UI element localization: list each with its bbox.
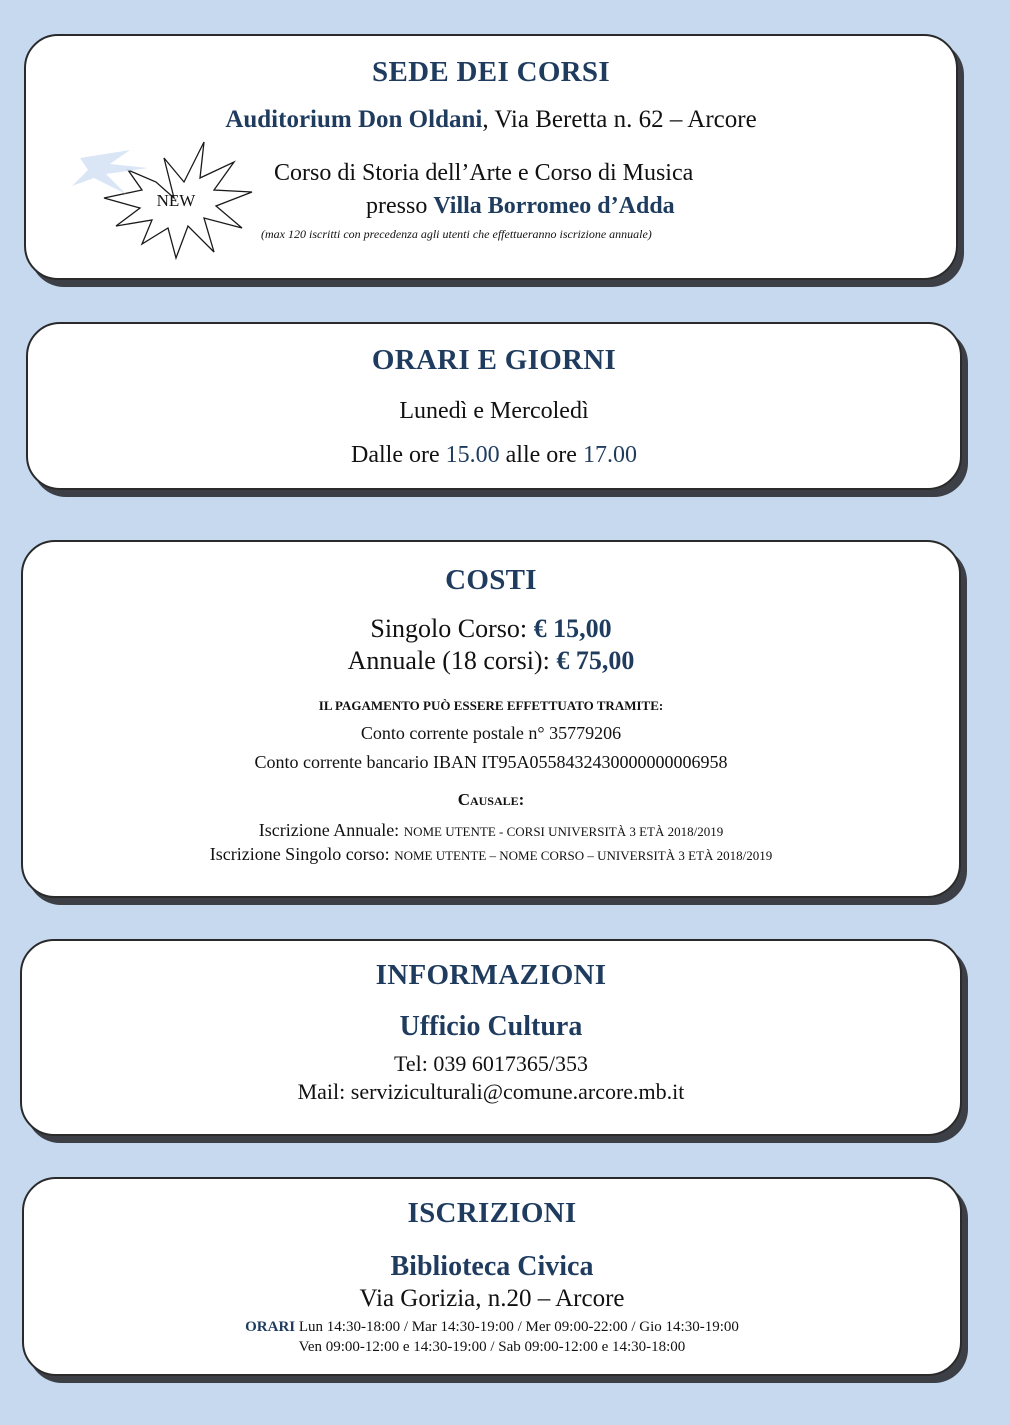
sede-presso-prefix: presso [366, 193, 434, 219]
info-title: INFORMAZIONI [375, 959, 607, 991]
costi-annual-label: Annuale (18 corsi): [347, 646, 557, 675]
costi-single-causale-value: NOME UTENTE – NOME CORSO – UNIVERSITÀ 3 ETÀ 2018/2019 [394, 848, 773, 863]
costi-single-label: Singolo Corso: [370, 614, 534, 643]
iscr-hours-line1 [24, 1319, 960, 1336]
info-mail: Mail: serviziculturali@comune.arcore.mb.it [297, 1079, 685, 1104]
costi-postal: Conto corrente postale n° 35779206 [360, 723, 622, 743]
orari-days: Lunedì e Mercoledì [399, 398, 589, 424]
costi-payment-heading: IL PAGAMENTO PUÒ ESSERE EFFETTUATO TRAMITE: [318, 698, 664, 713]
costi-section [21, 540, 961, 898]
costi-causale-label: Causale: [457, 790, 525, 809]
costi-annual-causale-value: NOME UTENTE - CORSI UNIVERSITÀ 3 ETÀ 2018/2019 [403, 824, 724, 839]
informazioni-section [20, 939, 962, 1136]
info-office: Ufficio Cultura [399, 1011, 583, 1042]
orari-time-middle: alle ore [499, 442, 583, 468]
sede-presso-venue: Villa Borromeo d’Adda [433, 193, 675, 219]
sede-venue-name: Auditorium Don Oldani [225, 106, 483, 133]
iscr-title: ISCRIZIONI [407, 1197, 577, 1229]
sede-presso-line [366, 193, 675, 220]
costi-bank: Conto corrente bancario IBAN IT95A0558432430000000006958 [254, 752, 728, 772]
iscr-hours-line2: Ven 09:00-12:00 e 14:30-19:00 / Sab 09:00-12:00 e 14:30-18:00 [298, 1339, 686, 1355]
costi-annual-price: € 75,00 [556, 646, 635, 675]
costi-title: COSTI [445, 564, 537, 596]
iscr-address: Via Gorizia, n.20 – Arcore [359, 1285, 625, 1312]
iscrizioni-section [22, 1177, 962, 1376]
costi-single-price: € 15,00 [533, 614, 612, 643]
sede-venue-address: , Via Beretta n. 62 – Arcore [482, 106, 757, 133]
iscr-hours-label: ORARI [245, 1319, 296, 1335]
info-tel: Tel: 039 6017365/353 [393, 1051, 588, 1076]
costi-single-causale [23, 844, 959, 865]
costi-single-causale-label: Iscrizione Singolo corso: [209, 844, 395, 864]
orari-time-line [28, 442, 960, 469]
iscr-place: Biblioteca Civica [390, 1251, 594, 1282]
new-badge-label: NEW [156, 191, 196, 210]
costi-single-line [23, 614, 959, 644]
sede-venue-line [26, 106, 956, 134]
sede-note: (max 120 iscritti con precedenza agli utenti che effettueranno iscrizione annuale) [261, 227, 652, 241]
orari-title: ORARI E GIORNI [371, 344, 617, 376]
costi-annual-causale-label: Iscrizione Annuale: [258, 820, 404, 840]
orari-section [26, 322, 962, 490]
new-starburst-icon [92, 140, 257, 260]
sede-title: SEDE DEI CORSI [372, 56, 610, 88]
costi-annual-causale [23, 820, 959, 841]
sede-courses-line: Corso di Storia dell’Arte e Corso di Musica [274, 160, 694, 186]
iscr-hours-line1-text: Lun 14:30-18:00 / Mar 14:30-19:00 / Mer 09:00-22:00 / Gio 14:30-19:00 [295, 1319, 739, 1335]
orari-time-prefix: Dalle ore [351, 442, 446, 468]
costi-annual-line [23, 646, 959, 676]
orari-time-end: 17.00 [582, 442, 637, 468]
orari-time-start: 15.00 [445, 442, 500, 468]
